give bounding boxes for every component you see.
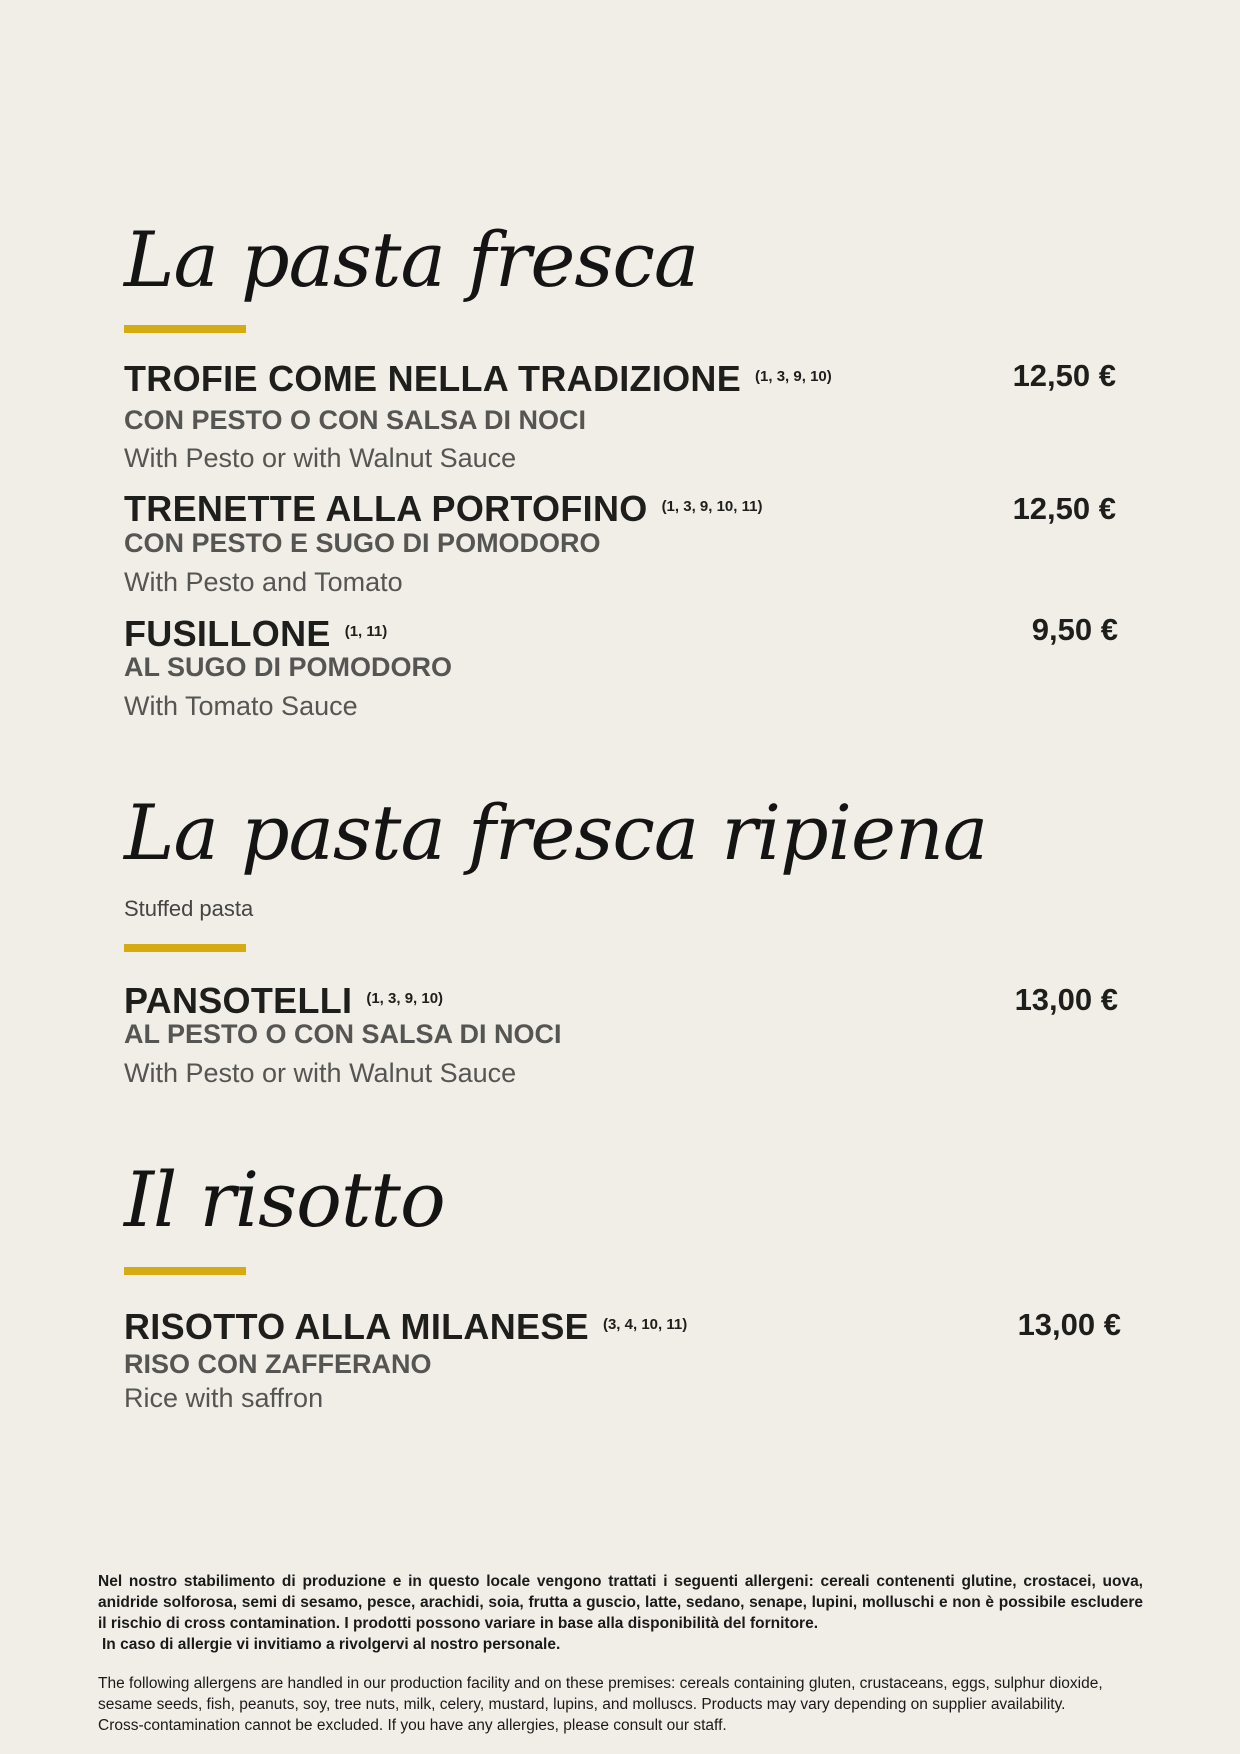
dish-subtitle-pansotelli: AL PESTO O CON SALSA DI NOCI <box>124 1019 562 1049</box>
allergen-disclaimer-italian <box>98 1571 1143 1655</box>
dish-english-trenette: With Pesto and Tomato <box>124 567 403 597</box>
section-title-pasta-ripiena: La pasta fresca ripiena <box>124 788 988 877</box>
price-risotto-milanese: 13,00 € <box>1017 1307 1121 1342</box>
dish-name-fusillone: FUSILLONE $^{(1, 11)}$ <box>124 613 388 654</box>
dish-subtitle-trofie: CON PESTO O CON SALSA DI NOCI <box>124 405 587 435</box>
dish-subtitle-fusillone: AL SUGO DI POMODORO <box>124 652 453 682</box>
section-title-risotto: Il risotto <box>124 1155 445 1244</box>
allergen-disclaimer-english <box>98 1673 1143 1736</box>
section-subtitle-stuffed-pasta: Stuffed pasta <box>124 896 254 921</box>
dish-name-trenette: TRENETTE ALLA PORTOFINO $^{(1, 3, 9, 10, 11)}$ <box>124 488 763 529</box>
allergen-codes: (1, 3, 9, 10) <box>366 990 444 1007</box>
dish-name-trofie: TROFIE COME NELLA TRADIZIONE $^{(1, 3, 9, 10)}$ <box>124 358 832 399</box>
dish-subtitle-trenette: CON PESTO E SUGO DI POMODORO <box>124 528 601 558</box>
section-title-pasta-fresca: La pasta fresca <box>124 215 699 304</box>
section-divider <box>124 944 246 952</box>
allergen-codes: (1, 3, 9, 10, 11) <box>661 498 763 515</box>
allergen-codes: (3, 4, 10, 11) <box>602 1316 688 1333</box>
price-trofie: 12,50 € <box>1012 358 1116 393</box>
dish-english-risotto-milanese: Rice with saffron <box>124 1383 324 1413</box>
section-divider <box>124 325 246 333</box>
price-trenette: 12,50 € <box>1012 491 1116 526</box>
allergen-disclaimer-italian-note: In caso di allergie vi invitiamo a rivolgervi al nostro personale. <box>102 1636 561 1653</box>
allergen-disclaimer-english-line: Cross-contamination cannot be excluded. If you have any allergies, please consult our staff. <box>98 1717 727 1734</box>
price-pansotelli: 13,00 € <box>1014 982 1118 1017</box>
allergen-disclaimer-english-line: The following allergens are handled in our production facility and on these premises: cereals containing gluten, crustaceans, eggs, sulphur dioxide, <box>98 1675 1103 1692</box>
dish-subtitle-risotto-milanese: RISO CON ZAFFERANO <box>124 1349 432 1379</box>
allergen-disclaimer-english-line: sesame seeds, fish, peanuts, soy, tree nuts, milk, celery, mustard, lupins, and molluscs. Products may vary depending on supplier availability. <box>98 1696 1066 1713</box>
dish-english-pansotelli: With Pesto or with Walnut Sauce <box>124 1058 517 1088</box>
price-fusillone: 9,50 € <box>1031 612 1118 647</box>
allergen-codes: (1, 11) <box>344 623 388 640</box>
allergen-codes: (1, 3, 9, 10) <box>755 368 832 385</box>
dish-name-pansotelli: PANSOTELLI $^{(1, 3, 9, 10)}$ <box>124 980 444 1021</box>
dish-english-trofie: With Pesto or with Walnut Sauce <box>124 443 517 473</box>
section-divider <box>124 1267 246 1275</box>
dish-english-fusillone: With Tomato Sauce <box>124 691 358 721</box>
allergen-disclaimer-italian-text: Nel nostro stabilimento di produzione e in questo locale vengono trattati i seguenti allergeni: cereali contenenti glutine, crostacei, uova, anidride solforosa, semi di sesamo, pesce, arachidi, soia, frutta a guscio, latte, sedano, senape, lupini, molluschi e non è possibile escludere il rischio di cross contamination. I prodotti possono variare in base alla disponibilità del fornitore. <box>98 1573 1143 1632</box>
dish-name-risotto-milanese: RISOTTO ALLA MILANESE $^{(3, 4, 10, 11)}$ <box>124 1306 688 1347</box>
